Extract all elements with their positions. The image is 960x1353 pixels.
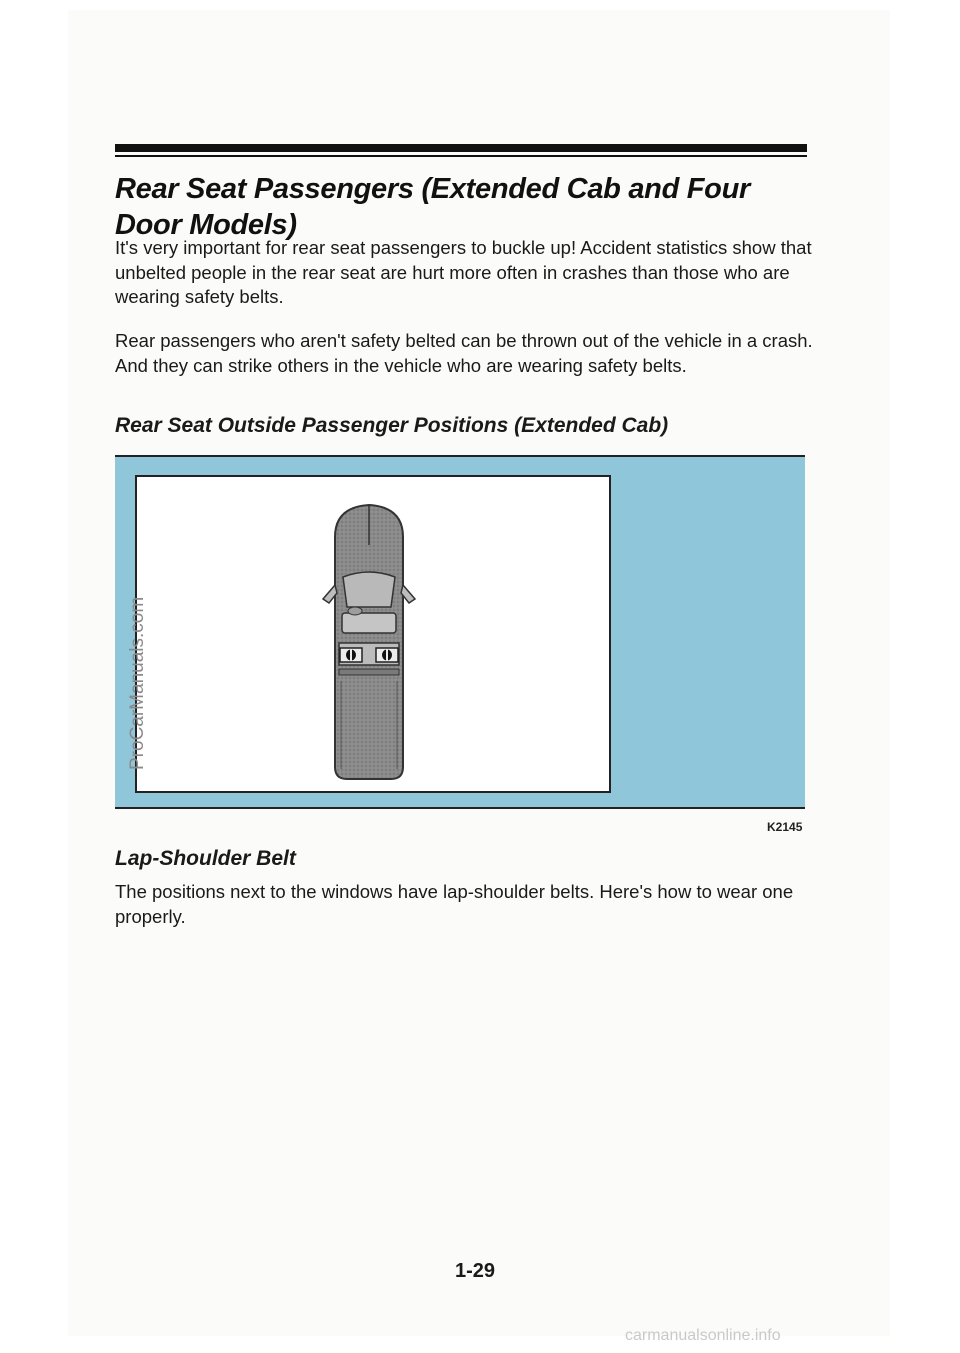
paragraph-buckle-up: It's very important for rear seat passengers to buckle up! Accident statistics show that unbelted people in the rear seat are hurt more often in crashes than those who are wearing safety belts. [115, 237, 812, 307]
header-rule-thin [115, 155, 807, 157]
section-heading: Rear Seat Passengers (Extended Cab and Four Door Models) [115, 173, 750, 241]
vehicle-top-view-icon [309, 497, 429, 787]
side-watermark: ProCarManuals.com [127, 596, 148, 770]
subheading-lap-shoulder-belt: Lap-Shoulder Belt [115, 847, 296, 870]
page-number: 1-29 [454, 1260, 496, 1282]
figure-panel [115, 455, 805, 809]
header-rule-thick [115, 144, 807, 152]
paragraph-thrown-out: Rear passengers who aren't safety belted can be thrown out of the vehicle in a crash. And they can strike others in the vehicle who are wearing safety belts. [115, 330, 813, 376]
figure-frame [135, 475, 611, 793]
footer-watermark: carmanualsonline.info [625, 1327, 781, 1344]
subheading-outside-positions: Rear Seat Outside Passenger Positions (Extended Cab) [115, 414, 669, 437]
paragraph-lap-shoulder: The positions next to the windows have lap-shoulder belts. Here's how to wear one properly. [115, 881, 794, 927]
figure-code: K2145 [767, 820, 803, 834]
